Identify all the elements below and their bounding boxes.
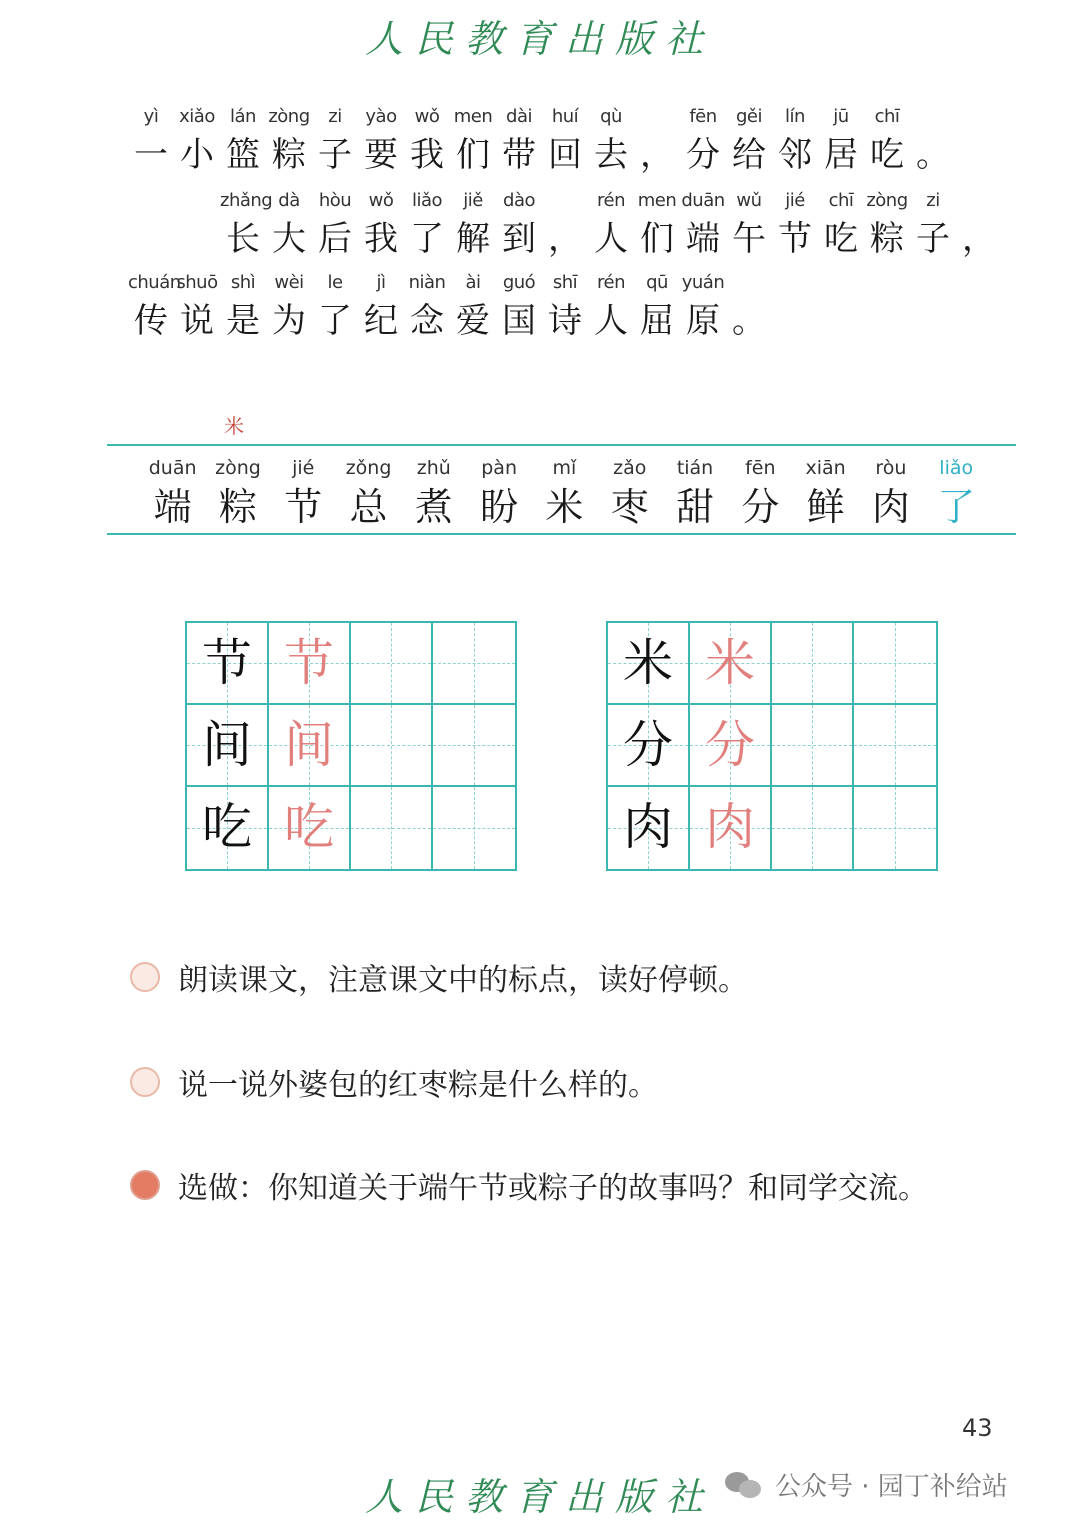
model-char: 米 [623,634,673,692]
ruby-char [496,102,542,178]
writing-cell [351,623,433,705]
ruby-char [542,268,588,344]
ruby-char [910,186,956,262]
pinyin: le [327,272,343,293]
vocab-item [336,454,401,532]
publisher-logo-bottom: 人民教育出版社 [364,1475,715,1519]
hanzi: 午 [732,219,766,259]
hanzi: 到 [502,219,536,259]
pinyin: yào [365,106,397,127]
writing-cell [690,787,772,869]
hanzi: 爱 [456,301,490,341]
hanzi: 粽 [272,135,306,175]
text-line [128,102,956,178]
pinyin: guó [502,272,536,293]
hanzi: 一 [134,135,168,175]
task-3 [130,1163,928,1207]
ruby-char [726,268,772,344]
ruby-char [450,268,496,344]
trace-char: 间 [284,716,334,774]
ruby-char [496,268,542,344]
pinyin: niàn [408,272,446,293]
hanzi: 屈 [640,301,674,341]
pinyin: liǎo [411,190,443,211]
ruby-char [404,186,450,262]
task-bullet-icon [130,962,160,992]
task-bullet-icon [130,1067,160,1097]
vocab-hanzi: 节 [284,485,323,529]
vocab-item [205,454,270,532]
ruby-char [772,186,818,262]
page-number: 43 [962,1414,993,1442]
vocab-item [532,454,597,532]
task-2-text: 说一说外婆包的红枣粽是什么样的。 [178,1068,658,1103]
hanzi: 小 [180,135,214,175]
pinyin: chī [828,190,854,211]
writing-cell [772,623,854,705]
task-1-text: 朗读课文，注意课文中的标点，读好停顿。 [178,963,748,998]
hanzi: 们 [456,135,490,175]
ruby-char [634,186,680,262]
vocab-list [140,454,989,532]
hanzi: 回 [548,135,582,175]
ruby-char [680,186,726,262]
hanzi: 分 [686,135,720,175]
pinyin: dài [506,106,532,127]
ruby-char [404,268,450,344]
ruby-char [588,186,634,262]
ruby-char [220,102,266,178]
pinyin: huí [551,106,579,127]
vocab-item [662,454,727,532]
ruby-char [312,102,358,178]
hanzi: 念 [410,301,444,341]
vocab-pinyin: xiān [805,457,846,479]
pinyin: wǒ [368,190,394,211]
hanzi: 人 [594,219,628,259]
ruby-char [542,186,588,262]
vocab-hanzi: 煮 [414,485,453,529]
vocab-pinyin: ròu [875,457,907,479]
vocab-item [140,454,205,532]
hanzi: 去 [594,135,628,175]
pinyin: zi [328,106,342,127]
hanzi: ， [962,219,996,259]
hanzi: 带 [502,135,536,175]
hanzi: 大 [272,219,306,259]
vocab-item [597,454,662,532]
pinyin: chuán [128,272,181,293]
hanzi: 诗 [548,301,582,341]
ruby-char [818,102,864,178]
vocab-hanzi: 枣 [610,485,649,529]
vocab-pinyin: mǐ [552,457,577,479]
pinyin: zòng [866,190,908,211]
hanzi: ， [640,135,674,175]
model-char: 分 [623,716,673,774]
ruby-char [174,102,220,178]
pinyin: yì [143,106,159,127]
ruby-char [220,268,266,344]
hanzi: 解 [456,219,490,259]
ruby-char [956,186,1002,262]
writing-grid-left [185,621,517,871]
pinyin: dào [503,190,535,211]
hanzi: 吃 [824,219,858,259]
pinyin: shì [230,272,256,293]
ruby-char [634,268,680,344]
radical-hint: 米 [224,414,244,438]
pinyin: dà [278,190,300,211]
pinyin: lín [785,106,805,127]
vocab-hanzi: 分 [741,485,780,529]
ruby-char [726,102,772,178]
pinyin: men [453,106,493,127]
ruby-char [680,102,726,178]
hanzi: 纪 [364,301,398,341]
model-char: 肉 [623,798,673,856]
ruby-char [450,102,496,178]
hanzi: 给 [732,135,766,175]
trace-char: 分 [705,716,755,774]
vocab-pinyin: liǎo [939,457,974,479]
pinyin: lán [230,106,256,127]
pinyin [956,186,1002,216]
vocab-pinyin: tián [676,457,714,479]
writing-cell [608,623,690,705]
writing-cell [854,787,936,869]
ruby-char [864,102,910,178]
pinyin: gěi [735,106,762,127]
pinyin [910,102,956,132]
pinyin: rén [597,272,625,293]
pinyin: zhǎng [220,190,273,211]
writing-cell [351,705,433,787]
model-char: 节 [202,634,252,692]
hanzi: 长 [226,219,260,259]
pinyin: wèi [274,272,304,293]
writing-cell [351,787,433,869]
ruby-char [634,102,680,178]
hanzi: 端 [686,219,720,259]
vocab-pinyin: duān [148,457,197,479]
vocab-item [466,454,531,532]
trace-char: 节 [284,634,334,692]
pinyin: jié [785,190,805,211]
hanzi: 传 [134,301,168,341]
hanzi: 。 [916,135,950,175]
ruby-char [404,102,450,178]
hanzi: 后 [318,219,352,259]
writing-cell [772,787,854,869]
writing-grid-right [606,621,938,871]
vocab-pinyin: zǒng [345,457,392,479]
vocab-hanzi: 鲜 [806,485,845,529]
model-char: 吃 [202,798,252,856]
vocab-hanzi: 盼 [480,485,519,529]
pinyin: rén [597,190,625,211]
ruby-char [588,102,634,178]
writing-cell [690,705,772,787]
pinyin: wǔ [736,190,762,211]
vocab-hanzi: 总 [349,485,388,529]
writing-cell [433,787,515,869]
hanzi: 吃 [870,135,904,175]
vocab-bottom-rule [107,533,1016,535]
watermark-text: 公众号 · 园丁补给站 [775,1472,1008,1502]
hanzi: 要 [364,135,398,175]
ruby-char [220,186,273,262]
vocab-pinyin: fēn [745,457,776,479]
ruby-char [542,102,588,178]
pinyin: duān [681,190,725,211]
ruby-char [726,186,772,262]
writing-cell [433,623,515,705]
hanzi: 了 [318,301,352,341]
ruby-char [358,268,404,344]
vocab-pinyin: zǎo [613,457,647,479]
writing-cell [608,787,690,869]
writing-cell [187,623,269,705]
hanzi: 原 [686,301,720,341]
pinyin: hòu [318,190,352,211]
vocab-hanzi: 了 [937,485,976,529]
hanzi: 居 [824,135,858,175]
hanzi: 邻 [778,135,812,175]
vocab-pinyin: zòng [215,457,261,479]
pinyin: ài [465,272,481,293]
pinyin: jì [376,272,386,293]
hanzi: ， [548,219,582,259]
pinyin: shuō [176,272,218,293]
ruby-char [312,268,358,344]
task-1 [130,955,748,999]
vocab-item [858,454,923,532]
writing-cell [269,705,351,787]
ruby-char [358,186,404,262]
pinyin: xiǎo [179,106,215,127]
vocab-item [271,454,336,532]
pinyin [634,102,680,132]
writing-cell [772,705,854,787]
vocab-hanzi: 米 [545,485,584,529]
hanzi: 们 [640,219,674,259]
model-char: 间 [202,716,252,774]
ruby-char [864,186,910,262]
ruby-char [128,102,174,178]
writing-cell [854,705,936,787]
writing-cell [187,705,269,787]
writing-cell [269,623,351,705]
pinyin [542,186,588,216]
hanzi: 是 [226,301,260,341]
task-2 [130,1060,658,1104]
vocab-item [793,454,858,532]
vocab-hanzi: 粽 [218,485,257,529]
publisher-logo-top: 人民教育出版社 [364,17,715,61]
pinyin: yuán [681,272,725,293]
ruby-char [358,102,404,178]
hanzi: 我 [410,135,444,175]
task-bullet-optional-icon [130,1170,160,1200]
writing-cell [269,787,351,869]
hanzi: 节 [778,219,812,259]
hanzi: 人 [594,301,628,341]
hanzi: 我 [364,219,398,259]
pinyin: qū [646,272,668,293]
writing-cell [187,787,269,869]
text-line [128,268,772,344]
writing-cell [854,623,936,705]
ruby-char [266,186,312,262]
pinyin: fēn [689,106,717,127]
writing-cell [690,623,772,705]
ruby-char [680,268,726,344]
vocab-pinyin: jié [292,457,315,479]
ruby-char [174,268,220,344]
hanzi: 了 [410,219,444,259]
ruby-char [910,102,956,178]
vocab-hanzi: 肉 [871,485,910,529]
trace-char: 米 [705,634,755,692]
trace-char: 吃 [284,798,334,856]
hanzi: 说 [180,301,214,341]
text-line [220,186,1002,262]
task-3-text: 选做：你知道关于端午节或粽子的故事吗？和同学交流。 [178,1171,928,1206]
pinyin: men [637,190,677,211]
hanzi: 子 [318,135,352,175]
pinyin [726,268,772,298]
ruby-char [772,102,818,178]
vocab-pinyin: zhǔ [416,457,451,479]
writing-cell [433,705,515,787]
ruby-char [312,186,358,262]
hanzi: 篮 [226,135,260,175]
pinyin: zòng [268,106,310,127]
pinyin: chī [874,106,900,127]
pinyin: wǒ [414,106,440,127]
vocab-top-rule [107,444,1016,446]
ruby-char [266,268,312,344]
ruby-char [588,268,634,344]
vocab-hanzi: 甜 [676,485,715,529]
hanzi: 子 [916,219,950,259]
trace-char: 肉 [705,798,755,856]
writing-cell [608,705,690,787]
pinyin: zi [926,190,940,211]
ruby-char [128,268,181,344]
hanzi: 国 [502,301,536,341]
hanzi: 。 [732,301,766,341]
vocab-hanzi: 端 [153,485,192,529]
vocab-item [401,454,466,532]
hanzi: 为 [272,301,306,341]
pinyin: qù [600,106,622,127]
vocab-item [728,454,793,532]
ruby-char [266,102,312,178]
ruby-char [450,186,496,262]
pinyin: shī [552,272,578,293]
pinyin: jū [833,106,849,127]
vocab-item [924,454,989,532]
pinyin: jiě [463,190,483,211]
hanzi: 粽 [870,219,904,259]
ruby-char [496,186,542,262]
ruby-char [818,186,864,262]
vocab-pinyin: pàn [481,457,517,479]
